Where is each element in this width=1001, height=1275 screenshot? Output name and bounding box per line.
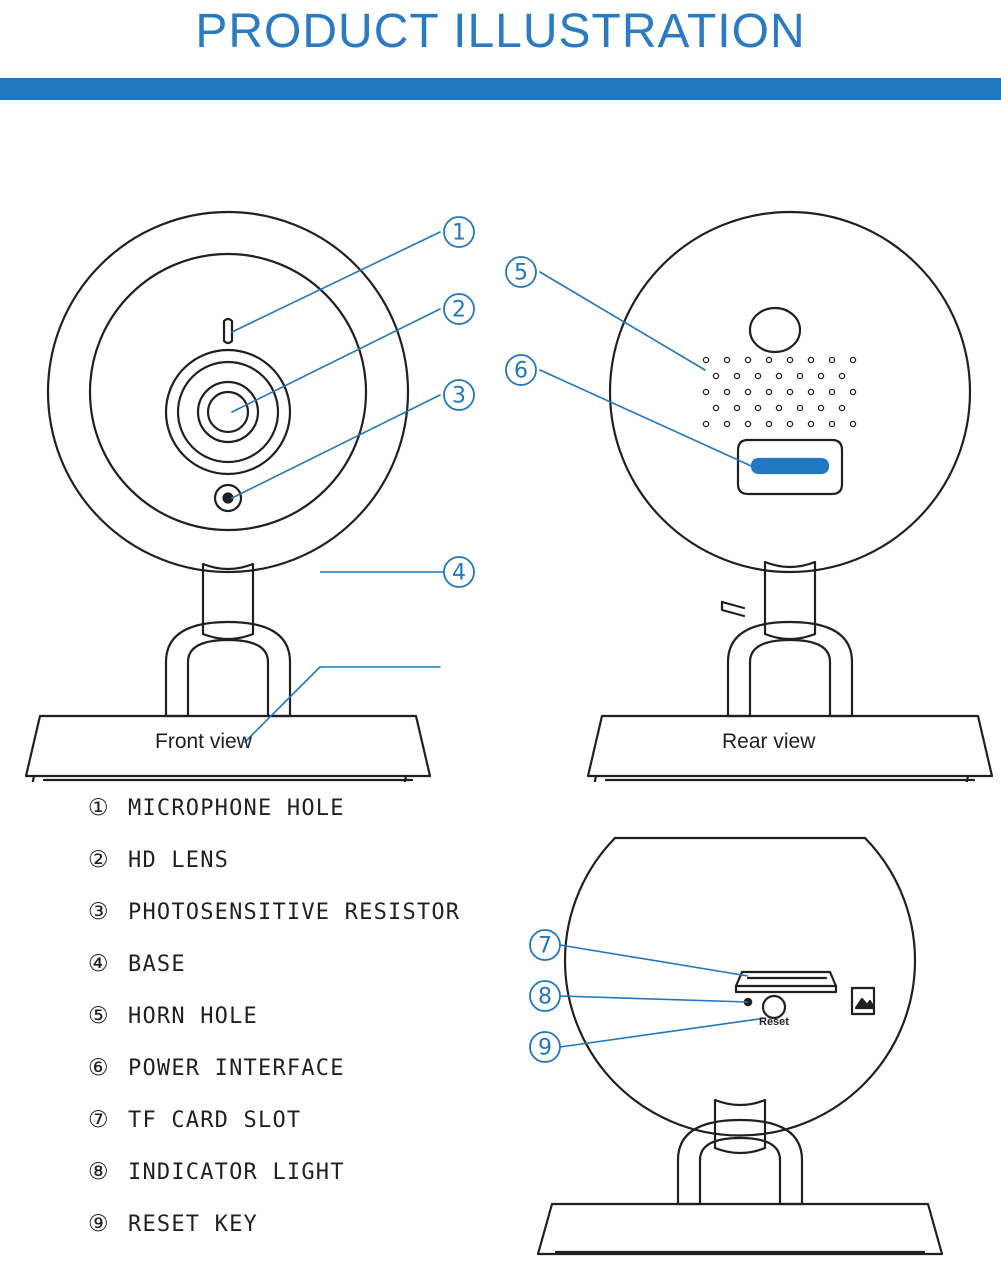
front-view-caption: Front view bbox=[155, 730, 252, 753]
front-view-drawing bbox=[26, 212, 430, 782]
legend-number: ⑦ bbox=[88, 1107, 109, 1133]
legend-number: ⑤ bbox=[88, 1003, 109, 1029]
callout-2: 2 bbox=[452, 297, 466, 323]
rear-view-caption: Rear view bbox=[722, 730, 816, 753]
page-title: PRODUCT ILLUSTRATION bbox=[195, 5, 806, 58]
header-accent-bar bbox=[0, 78, 1001, 100]
legend-label: BASE bbox=[128, 951, 186, 977]
rear-view-drawing bbox=[588, 212, 992, 782]
legend-number: ⑥ bbox=[88, 1055, 109, 1081]
legend-label: INDICATOR LIGHT bbox=[128, 1159, 345, 1185]
callout-1: 1 bbox=[452, 220, 466, 246]
callout-8: 8 bbox=[538, 984, 552, 1010]
legend-label: RESET KEY bbox=[128, 1211, 259, 1237]
legend-number: ④ bbox=[88, 951, 109, 977]
underside-svg bbox=[500, 800, 1001, 1260]
page-header bbox=[0, 0, 1001, 102]
callout-leaders bbox=[232, 232, 760, 742]
legend-label: HORN HOLE bbox=[128, 1003, 259, 1029]
legend-number: ⑨ bbox=[88, 1211, 109, 1237]
camera-views-svg bbox=[0, 102, 1001, 782]
reset-label: Reset bbox=[759, 1016, 789, 1028]
legend-number: ① bbox=[88, 795, 109, 821]
callout-4: 4 bbox=[452, 560, 466, 586]
legend-label: PHOTOSENSITIVE RESISTOR bbox=[128, 899, 461, 925]
legend-label: HD LENS bbox=[128, 847, 230, 873]
callout-9: 9 bbox=[538, 1035, 552, 1061]
legend-number: ⑧ bbox=[88, 1159, 109, 1185]
underside-view-diagram bbox=[500, 800, 1001, 1260]
legend-number: ③ bbox=[88, 899, 109, 925]
legend-label: TF CARD SLOT bbox=[128, 1107, 302, 1133]
legend-label: POWER INTERFACE bbox=[128, 1055, 345, 1081]
callout-5: 5 bbox=[514, 260, 528, 286]
speaker-holes bbox=[703, 357, 855, 426]
product-views-diagram bbox=[0, 102, 1001, 782]
callout-7: 7 bbox=[538, 933, 552, 959]
callout-3: 3 bbox=[452, 383, 466, 409]
legend-label: MICROPHONE HOLE bbox=[128, 795, 345, 821]
callout-6: 6 bbox=[514, 358, 528, 384]
callout-markers bbox=[444, 217, 536, 587]
legend-number: ② bbox=[88, 847, 109, 873]
